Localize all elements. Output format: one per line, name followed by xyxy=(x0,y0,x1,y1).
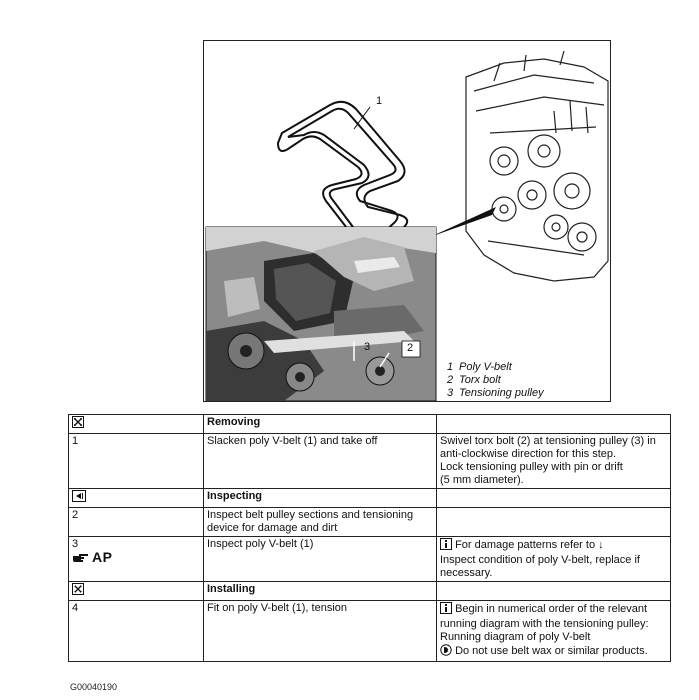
table-row xyxy=(69,434,671,489)
section-header-inspecting xyxy=(69,489,671,508)
step-number: 3 xyxy=(72,538,79,550)
step-number: 1 xyxy=(69,434,204,489)
callout-label-1: 1 xyxy=(376,95,383,107)
inspecting-icon xyxy=(72,490,86,506)
section-header-removing xyxy=(69,415,671,434)
table-row xyxy=(69,601,671,662)
info-icon xyxy=(440,538,452,554)
step-action: Slacken poly V-belt (1) and take off xyxy=(204,434,437,489)
section-header-installing xyxy=(69,582,671,601)
step-notes: For damage patterns refer to ↓ Inspect condition of poly V-belt, replace if necessary. xyxy=(437,537,671,582)
section-title: Installing xyxy=(204,582,437,601)
figure-legend xyxy=(447,361,544,400)
ap-label: AP xyxy=(92,549,113,565)
engine-sketch xyxy=(466,51,608,281)
engine-figure xyxy=(203,40,611,402)
info-icon xyxy=(440,602,452,618)
step-notes: Begin in numerical order of the relevant running diagram with the tensioning pulley: Running diagram of poly V-belt Do not use belt wax or similar products. xyxy=(437,601,671,662)
section-title: Inspecting xyxy=(204,489,437,508)
section-title: Removing xyxy=(204,415,437,434)
inset-label-3: 3 xyxy=(364,341,371,353)
pointing-hand-icon xyxy=(72,552,90,568)
table-row xyxy=(69,537,671,582)
step-action: Inspect poly V-belt (1) xyxy=(204,537,437,582)
procedure-table xyxy=(68,414,671,662)
removing-icon xyxy=(72,416,84,432)
legend-item: 2 Torx bolt xyxy=(447,374,501,386)
step-action: Inspect belt pulley sections and tensioning device for damage and dirt xyxy=(204,508,437,537)
step-notes xyxy=(437,508,671,537)
step-number: 2 xyxy=(69,508,204,537)
step-number: 4 xyxy=(69,601,204,662)
figure-code: G00040190 xyxy=(70,682,118,692)
photo-inset xyxy=(206,227,436,401)
step-action: Fit on poly V-belt (1), tension xyxy=(204,601,437,662)
inset-label-2: 2 xyxy=(407,342,414,354)
pointer-arrow xyxy=(430,207,496,237)
legend-item: 1 Poly V-belt xyxy=(447,361,512,373)
installing-icon xyxy=(72,583,84,599)
table-row xyxy=(69,508,671,537)
legend-item: 3 Tensioning pulley xyxy=(447,387,544,399)
ap-reference xyxy=(72,551,200,568)
step-notes: Swivel torx bolt (2) at tensioning pulley (3) in anti-clockwise direction for this step. Lock tensioning pulley with pin or drift (5 mm diameter). xyxy=(437,434,671,489)
environment-icon xyxy=(440,644,452,660)
